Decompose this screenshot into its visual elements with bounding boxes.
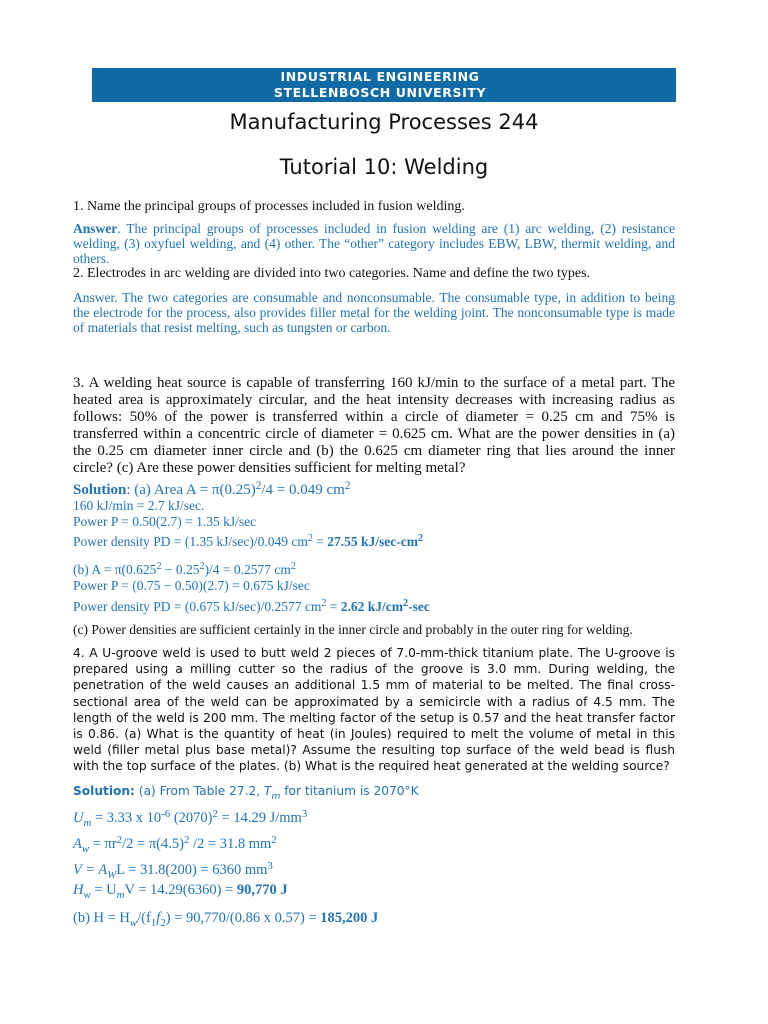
q4-aw-mid: /2 = π(4.5)	[122, 836, 184, 852]
q3-density-b-unit: -sec	[408, 599, 430, 614]
header-line-1: INDUSTRIAL ENGINEERING	[280, 69, 480, 84]
q3-line-power-a: Power P = 0.50(2.7) = 1.35 kJ/sec	[73, 514, 257, 529]
answer-1-text: . The principal groups of processes included in fusion welding are (1) arc welding, (2) resistance welding, (3) oxyfuel welding, and (4) other. The “other” category includes EBW, LBW, thermit welding, and others.	[73, 221, 675, 266]
q4-solution-intro: Solution: (a) From Table 27.2, $T_m$ for titanium is 2070°K	[73, 784, 419, 802]
q3-line-density-a: Power density PD = (1.35 kJ/sec)/0.049 $cm^2 = 27.55$ $kJ/\sec-cm^2$	[73, 533, 424, 549]
q4-b-mid: /(f	[137, 910, 151, 926]
header-line-2: STELLENBOSCH UNIVERSITY	[273, 85, 487, 100]
q4-line-aw: $A_w = \pi r^2/2 = \pi(4.5)^2$ /2 = 31.8 $mm^2$	[73, 834, 277, 855]
q4-solution-tm: for titanium is 2070°K	[280, 784, 419, 798]
q3-area-expr: : (a) Area A = π(0.25)	[126, 482, 256, 498]
q3-line-area-b: (b) $A = \pi(0.625^2 - 0.25^2)/4 = 0.2577$ $cm^2$	[73, 561, 296, 577]
q4-hw-result: 90,770 J	[236, 882, 288, 898]
question-2: 2. Electrodes in arc welding are divided into two categories. Name and define the two types.	[73, 266, 591, 281]
q4-line-um: $U_m = 3.33$ x $10^{-6}$ $(2070)^2 = 14.29$ $J/mm^3$	[73, 808, 308, 829]
q3-density-b-result: 2.62 kJ/cm	[340, 599, 404, 614]
q3-line-power-b: Power P = (0.75 − 0.50)(2.7) = 0.675 kJ/sec	[73, 578, 310, 593]
q3-line-density-b: Power density PD = (0.675 kJ/sec)/0.2577 $cm^2 = 2.62$ $kJ/cm^2-\sec$	[73, 598, 430, 614]
q3-density-a-result: 27.55 kJ/sec-cm	[327, 534, 419, 549]
q3-area-b-result: )/4 = 0.2577 cm	[204, 562, 291, 577]
q4-um-expr: = 3.33 x 10	[91, 810, 162, 826]
q3-area-result: /4 = 0.049 cm	[261, 482, 345, 498]
q4-um-result: = 14.29 J/mm	[217, 810, 302, 826]
q4-b-result: 185,200 J	[320, 910, 379, 926]
q3-line-c: (c) Power densities are sufficient certainly in the inner circle and probably in the outer ring for welding.	[73, 622, 633, 637]
q3-density-b-eq: =	[326, 599, 341, 614]
q3-line-rate: 160 kJ/min = 2.7 kJ/sec.	[73, 498, 205, 513]
question-3: 3. A welding heat source is capable of transferring 160 kJ/min to the surface of a metal part. The heated area is approximately circular, and the heat intensity decreases with increasing radius as follows: 50% of the power is transferred within a circle of diameter = 0.25 cm and 75% is transferred within a concentric circle of diameter = 0.625 cm. What are the power densities in (a) the 0.25 cm diameter inner circle and (b) the 0.625 cm diameter ring that lies around the inner circle? (c) Are these power densities sufficient for melting metal?	[73, 375, 675, 476]
q4-aw-result: /2 = 31.8 mm	[189, 836, 272, 852]
q4-v-result: L = 31.8(200) = 6360 mm	[116, 862, 268, 878]
q4-line-v: $V = A_WL = 31.8(200) = 6360$ $mm^3$	[73, 860, 273, 881]
q3-solution-a: Solution: (a) Area $A = \pi(0.25)^2/4 = 0.049$ $cm^2$	[73, 480, 351, 498]
q4-solution-label: Solution:	[73, 784, 135, 798]
q4-v-expr: V = A	[73, 862, 108, 878]
q3-solution-label: Solution	[73, 482, 127, 498]
answer-1	[73, 221, 675, 266]
q4-b-expr: (b) H = H	[73, 910, 130, 926]
q3-area-b-expr1: (b) A = π(0.625	[73, 562, 157, 577]
q4-um-exponent: -6	[161, 808, 171, 820]
q4-solution-ref: (a) From Table 27.2,	[134, 784, 265, 798]
q4-aw-expr: = πr	[89, 836, 117, 852]
q4-line-hw: $H_w = U_mV = 14.29(6360) = 90,770$ J	[73, 882, 288, 901]
q3-density-a-expr: Power density PD = (1.35 kJ/sec)/0.049 cm	[73, 534, 308, 549]
q4-hw-expr: = U	[90, 882, 117, 898]
question-1: 1. Name the principal groups of processes included in fusion welding.	[73, 199, 465, 214]
question-4: 4. A U-groove weld is used to butt weld 2 pieces of 7.0-mm-thick titanium plate. The U-groove is prepared using a milling cutter so the radius of the groove is 3.0 mm. During welding, the penetration of the weld causes an additional 1.5 mm of material to be melted. The final cross-sectional area of the weld can be approximated by a semicircle with a radius of 4.5 mm. The length of the weld is 200 mm. The melting factor of the setup is 0.57 and the heat transfer factor is 0.86. (a) What is the quantity of heat (in Joules) required to melt the volume of metal in this weld (filler metal plus base metal)? Assume the resulting top surface of the weld bead is flush with the top surface of the plates. (b) What is the required heat generated at the welding source?	[73, 646, 675, 774]
answer-2: Answer. The two categories are consumable and nonconsumable. The consumable type, in addition to being the electrode for the process, also provides filler metal for the welding joint. The nonconsumable type is made of materials that resist melting, such as tungsten or carbon.	[73, 290, 675, 335]
answer-1-label: Answer	[73, 221, 118, 236]
q3-density-a-eq: =	[312, 534, 328, 549]
q4-b-calc: ) = 90,770/(0.86 x 0.57) =	[165, 910, 321, 926]
document-subtitle: Tutorial 10: Welding	[279, 155, 489, 179]
q3-density-b-expr: Power density PD = (0.675 kJ/sec)/0.2577 cm	[73, 599, 322, 614]
q4-line-b: (b) $H = H_w/(f_1f_2) = 90,770/(0.86$ x 0.57) = 185,200 J	[73, 910, 379, 929]
q4-um-temp: (2070)	[170, 810, 213, 826]
document-title: Manufacturing Processes 244	[229, 110, 539, 134]
q4-hw-mid: V = 14.29(6360) =	[124, 882, 237, 898]
header-banner	[92, 68, 676, 102]
q3-area-b-expr2: − 0.25	[161, 562, 200, 577]
